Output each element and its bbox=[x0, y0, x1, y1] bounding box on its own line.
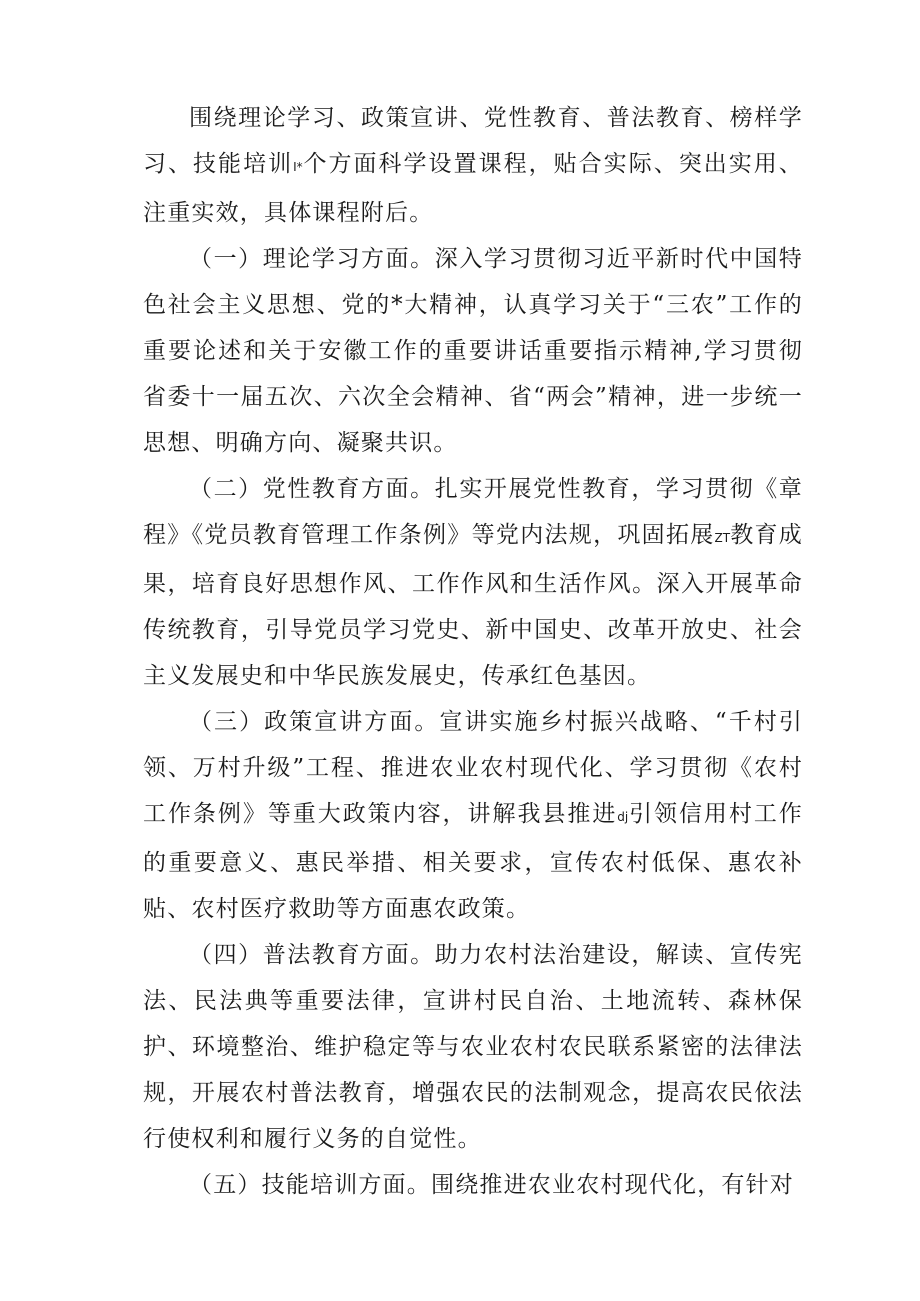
policy-mark: dj bbox=[617, 810, 629, 824]
intro-text-1: 围绕理论学习、政策宣讲、党性教育、普法教育、榜样学习、技能培训 bbox=[143, 105, 803, 177]
party-text-2: 教育成果，培育良好思想作风、工作作风和生活作风。深入开展革命传统教育，引导党员学习党史、新中国史、改革开放史、社会主义发展史和中华民族发展史，传承红色基因。 bbox=[143, 522, 803, 689]
document-body bbox=[143, 95, 803, 1208]
theory-text: （一）理论学习方面。深入学习贯彻习近平新时代中国特色社会主义思想、党的*大精神，认真学习关于“三农”工作的重要论述和关于安徽工作的重要讲话重要指示精神,学习贯彻省委十一届五次、六次全会精神、省“两会”精神，进一步统一思想、明确方向、凝聚共识。 bbox=[143, 246, 803, 456]
policy-text-2: 引领信用村工作的重要意义、惠民举措、相关要求，宣传农村低保、惠农补贴、农村医疗救助等方面惠农政策。 bbox=[143, 801, 803, 922]
law-text: （四）普法教育方面。助力农村法治建设，解读、宣传宪法、民法典等重要法律，宣讲村民自治、土地流转、森林保护、环境整治、维护稳定等与农业农村农民联系紧密的法律法规，开展农村普法教育，增强农民的法制观念，提高农民依法行使权利和履行义务的自觉性。 bbox=[143, 942, 803, 1152]
paragraph-skills-training bbox=[143, 1162, 803, 1208]
paragraph-party-education bbox=[143, 466, 803, 699]
policy-text-1: （三）政策宣讲方面。宣讲实施乡村振兴战略、“千村引领、万村升级”工程、推进农业农村现代化、学习贯彻《农村工作条例》等重大政策内容，讲解我县推进 bbox=[143, 709, 803, 827]
paragraph-intro bbox=[143, 95, 803, 236]
party-mark: ZT bbox=[714, 531, 731, 545]
paragraph-theory-study bbox=[143, 236, 803, 466]
paragraph-policy-promotion bbox=[143, 699, 803, 932]
skills-text: （五）技能培训方面。围绕推进农业农村现代化，有针对 bbox=[189, 1172, 794, 1198]
intro-mark: I* bbox=[293, 160, 303, 174]
paragraph-law-education bbox=[143, 932, 803, 1162]
intro-text-2: 个方面科学设置课程，贴合实际、突出实用、注重实效，具体课程附后。 bbox=[143, 151, 804, 226]
party-text-1: （二）党性教育方面。扎实开展党性教育，学习贯彻《章程》《党员教育管理工作条例》等党内法规，巩固拓展 bbox=[143, 476, 803, 548]
